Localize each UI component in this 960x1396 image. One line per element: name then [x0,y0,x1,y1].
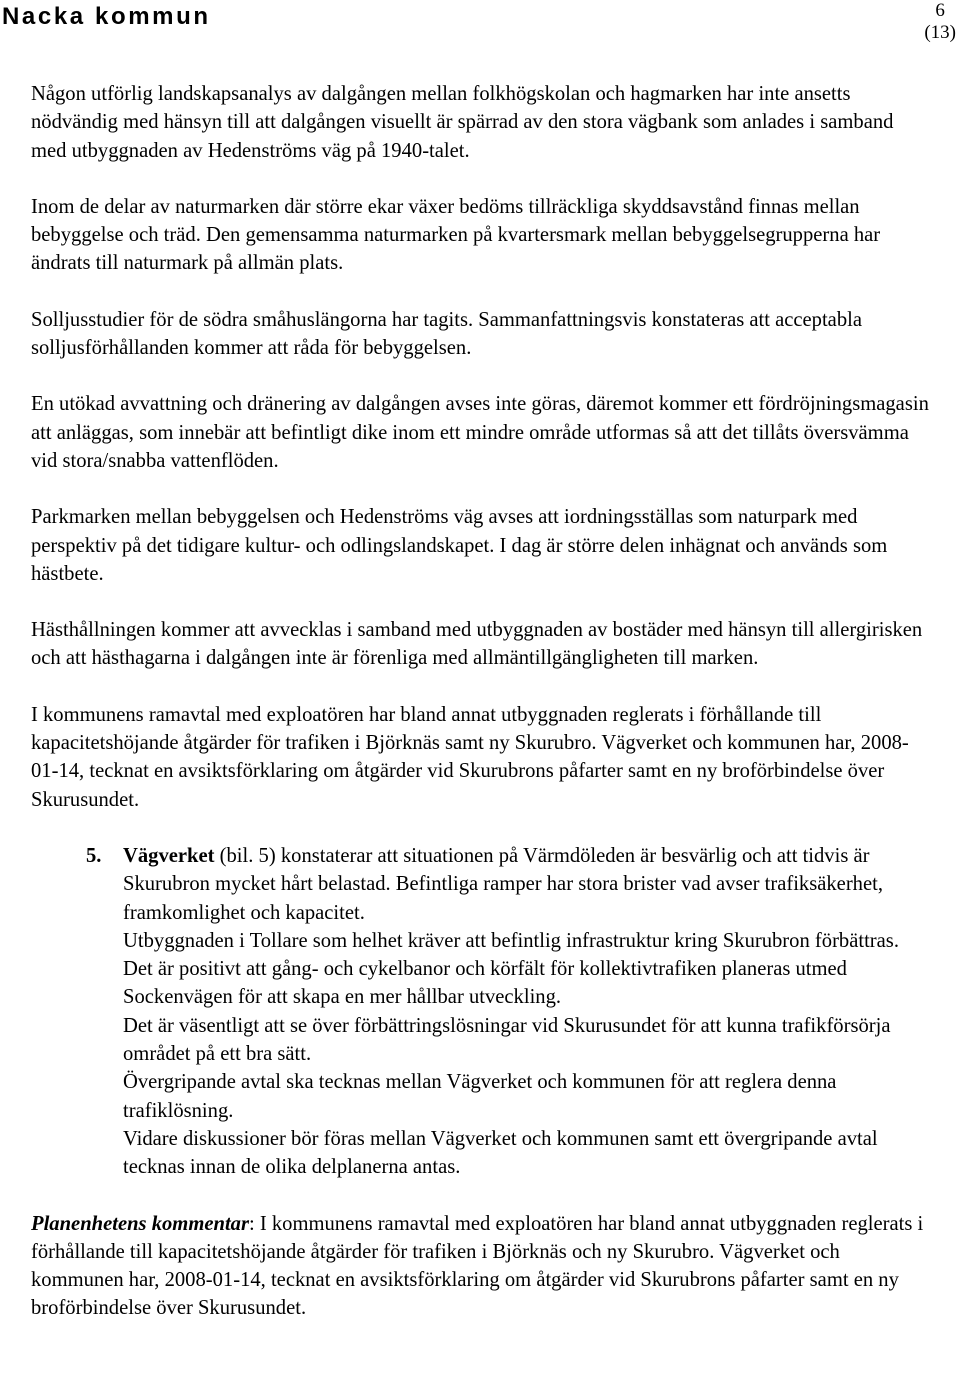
page-total: (13) [924,22,956,43]
planning-unit-comment [31,1210,931,1323]
list-item-line: Övergripande avtal ska tecknas mellan Vägverket och kommunen för att reglera denna trafiklösning. [123,1071,837,1122]
comment-label: Planenhetens kommentar [31,1212,249,1235]
paragraph-parkland: Parkmarken mellan bebyggelsen och Hedenströms väg avses att iordningsställas som naturpark med perspektiv på det tidigare kultur- och odlingslandskapet. I dag är större delen inhägnat och används som hästbete. [31,506,888,585]
list-item-line: Vidare diskussioner bör föras mellan Vägverket och kommunen samt ett övergripande avtal tecknas innan de olika delplanerna antas. [123,1127,878,1179]
comment-text: I kommunens ramavtal med exploatören har bland annat utbyggnaden reglerats i förhållande till kapacitetshöjande åtgärder för trafiken i Björknäs och ny Skurubro. Vägverket och kommunen har, 2008-01-14, tecknat en avsiktsförklaring om åtgärder vid Skurubrons påfarter samt en ny broförbindelse över Skurusundet. [31,1212,924,1320]
organization-name: Nacka kommun [2,3,211,30]
list-item-line: Det är positivt att gång- och cykelbanor och körfält för kollektivtrafiken planeras utmed Sockenvägen för att skapa en mer hållbar utveckling. [123,958,847,1009]
document-body [31,80,931,1351]
paragraph-horse-keeping: Hästhållningen kommer att avvecklas i samband med utbyggnaden av bostäder med hänsyn till allergirisken och att hästhagarna i dalgången inte är förenliga med allmäntillgängligheten till marken. [31,619,923,670]
paragraph-landscape-analysis: Någon utförlig landskapsanalys av dalgången mellan folkhögskolan och hagmarken har inte ansetts nödvändig med hänsyn till att dalgången visuellt är spärrad av den stora vägbank som anlades i samband med utbyggnaden av Hedenströms väg på 1940-talet. [31,83,894,162]
page-number-block [924,0,956,44]
list-item-line: Utbyggnaden i Tollare som helhet kräver att befintlig infrastruktur kring Skurubron förbättras. [123,929,899,952]
list-item-number: 5. [86,844,102,867]
paragraph-drainage: En utökad avvattning och dränering av dalgången avses inte göras, däremot kommer ett fördröjningsmagasin att anläggas, som innebär att befintligt dike inom ett mindre område utformas så att det tillåts översvämma vid stora/snabba vattenflöden. [31,393,929,472]
paragraph-protection-distance: Inom de delar av naturmarken där större ekar växer bedöms tillräckliga skyddsavstånd finnas mellan bebyggelse och träd. Den gemensamma naturmarken på kvartersmark mellan bebyggelsegrupperna har ändrats till naturmark på allmän plats. [31,195,881,275]
list-item-line: Det är väsentligt att se över förbättringslösningar vid Skurusundet för att kunna trafikförsörja området på ett bra sätt. [123,1014,891,1066]
list-item-vagverket [86,842,931,1182]
page-number: 6 [935,0,945,21]
comment-separator: : [248,1212,255,1235]
page-header [0,0,960,48]
paragraph-sunlight-studies: Solljusstudier för de södra småhuslängorna har tagits. Sammanfattningsvis konstateras att acceptabla solljusförhållanden kommer att råda för bebyggelsen. [31,308,862,360]
paragraph-framework-agreement: I kommunens ramavtal med exploatören har bland annat utbyggnaden reglerats i förhållande till kapacitetshöjande åtgärder för trafiken i Björknäs samt ny Skurubro. Vägverket och kommunen har, 2008-01-14, tecknat en avsiktsförklaring om åtgärder vid Skurubrons påfarter samt en ny broförbindelse över Skurusundet. [31,703,909,811]
list-item-title: Vägverket [123,844,215,867]
list-item-body [123,842,931,1182]
list-item-intro: (bil. 5) konstaterar att situationen på Värmdöleden är besvärlig och att tidvis är Skurubron mycket hårt belastad. Befintliga ramper har stora brister vad avser trafiksäkerhet, framkomlighet och kapacitet. [123,844,883,924]
